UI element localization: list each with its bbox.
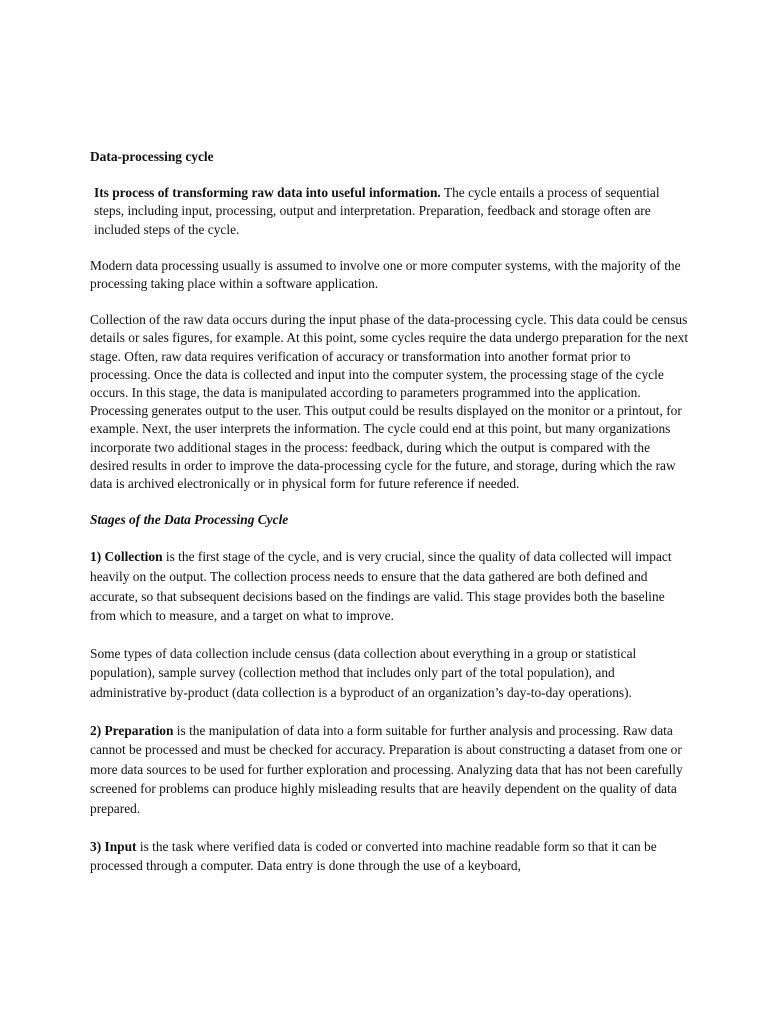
intro-text: The cycle entails a process of sequential steps, including input, processing, output and interpretation. Preparation, feedback and storage often are included steps of the cycle. bbox=[94, 185, 660, 237]
stage-list bbox=[90, 547, 690, 875]
intro-paragraph bbox=[90, 184, 690, 239]
stage-collection-text: is the first stage of the cycle, and is very crucial, since the quality of data collected will impact heavily on the output. The collection process needs to ensure that the data gathered are both defined and accurate, so that subsequent decisions based on the findings are valid. This stage provides both the baseline from which to measure, and a target on what to improve. bbox=[90, 549, 672, 624]
modern-processing-paragraph: Modern data processing usually is assumed to involve one or more computer systems, with the majority of the processing taking place within a software application. bbox=[90, 257, 681, 292]
stage-input-text: is the task where verified data is coded or converted into machine readable form so that it can be processed through a computer. Data entry is done through the use of a keyboard, bbox=[90, 838, 657, 874]
stage-collection-label: 1) Collection bbox=[90, 549, 163, 565]
collection-overview-paragraph: Collection of the raw data occurs during the input phase of the data-processing cycle. This data could be census details or sales figures, for example. At this point, some cycles require the data undergo preparation for the next stage. Often, raw data requires verification of accuracy or transformation into another format prior to processing. Once the data is collected and input into the computer system, the processing stage of the cycle occurs. In this stage, the data is manipulated according to parameters programmed into the application. Processing generates output to the user. This output could be results displayed on the monitor or a printout, for example. Next, the user interprets the information. The cycle could end at this point, but many organizations incorporate two additional stages in the process: feedback, during which the output is compared with the desired results in order to improve the data-processing cycle for the future, and storage, during which the raw data is archived electronically or in physical form for future reference if needed. bbox=[90, 312, 689, 492]
intro-bold-lead: Its process of transforming raw data into useful information. bbox=[94, 185, 441, 201]
stage-preparation-label: 2) Preparation bbox=[90, 722, 174, 738]
stage-preparation-text: is the manipulation of data into a form suitable for further analysis and processing. Raw data cannot be processed and must be checked for accuracy. Preparation is about constructing a dataset from one or more data sources to be used for further exploration and processing. Analyzing data that has not been carefully screened for problems can produce highly misleading results that are heavily dependent on the quality of data prepared. bbox=[90, 722, 683, 816]
stages-heading: Stages of the Data Processing Cycle bbox=[90, 512, 289, 528]
document-title: Data-processing cycle bbox=[90, 149, 214, 164]
stage-collection-paragraph bbox=[90, 547, 690, 625]
stage-input-paragraph bbox=[90, 837, 690, 876]
document-page bbox=[90, 148, 690, 894]
stage-input-label: 3) Input bbox=[90, 838, 137, 854]
collection-types-paragraph: Some types of data collection include census (data collection about everything in a group or statistical population), sample survey (collection method that includes only part of the total population), and administrative by-product (data collection is a byproduct of an organization’s day-to-day operations). bbox=[90, 645, 637, 701]
stage-preparation-paragraph bbox=[90, 721, 690, 819]
